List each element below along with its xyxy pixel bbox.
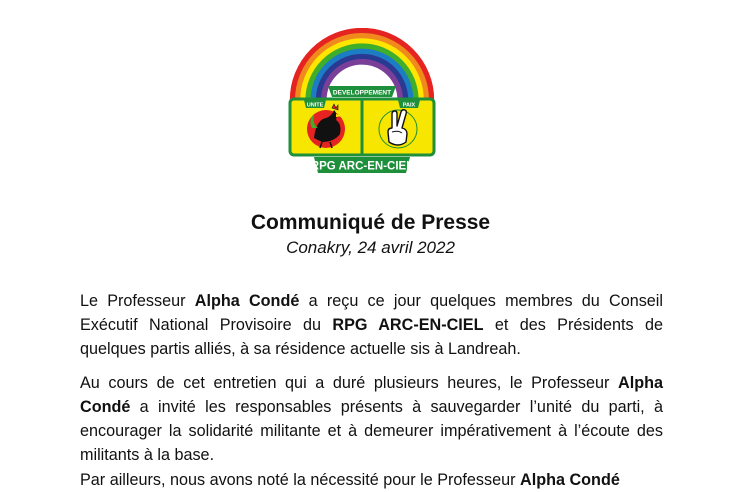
paragraph-2 bbox=[80, 371, 663, 467]
paragraph-3 bbox=[80, 468, 663, 492]
bold-text-run: Alpha Condé bbox=[80, 374, 663, 416]
text-run: et des Présidents de quelques partis alliés, à sa résidence actuelle sis à Landreah. bbox=[80, 316, 664, 358]
text-run: Le Professeur bbox=[80, 292, 195, 310]
dateline: Conakry, 24 avril 2022 bbox=[286, 238, 455, 257]
text-run: a reçu ce jour quelques membres du Conseil Exécutif National Provisoire du bbox=[80, 292, 664, 334]
bold-text-run: Alpha Condé bbox=[520, 471, 620, 489]
party-logo bbox=[274, 28, 450, 178]
top-banner-text: DEVELOPPEMENT bbox=[332, 89, 392, 97]
text-run: Au cours de cet entretien qui a duré plusieurs heures, le Professeur bbox=[80, 374, 619, 392]
rpg-arc-en-ciel-logo bbox=[274, 28, 450, 178]
name-banner-text: RPG ARC-EN-CIEL bbox=[310, 160, 414, 173]
paragraph-1 bbox=[80, 289, 663, 361]
text-run: a invité les responsables présents à sauvegarder l’unité du parti, à encourager la solidarité militante et à demeurer impérativement à l’écoute des militants à la base. bbox=[80, 398, 663, 464]
text-run: Par ailleurs, nous avons noté la nécessité pour le Professeur bbox=[80, 471, 521, 489]
left-banner-text: UNITE bbox=[306, 102, 324, 109]
right-banner-text: PAIX bbox=[402, 102, 416, 109]
victory-hand-emblem bbox=[379, 110, 417, 148]
bold-text-run: Alpha Condé bbox=[194, 292, 300, 310]
bold-text-run: RPG ARC-EN-CIEL bbox=[332, 316, 484, 334]
document-title: Communiqué de Presse bbox=[250, 211, 491, 234]
